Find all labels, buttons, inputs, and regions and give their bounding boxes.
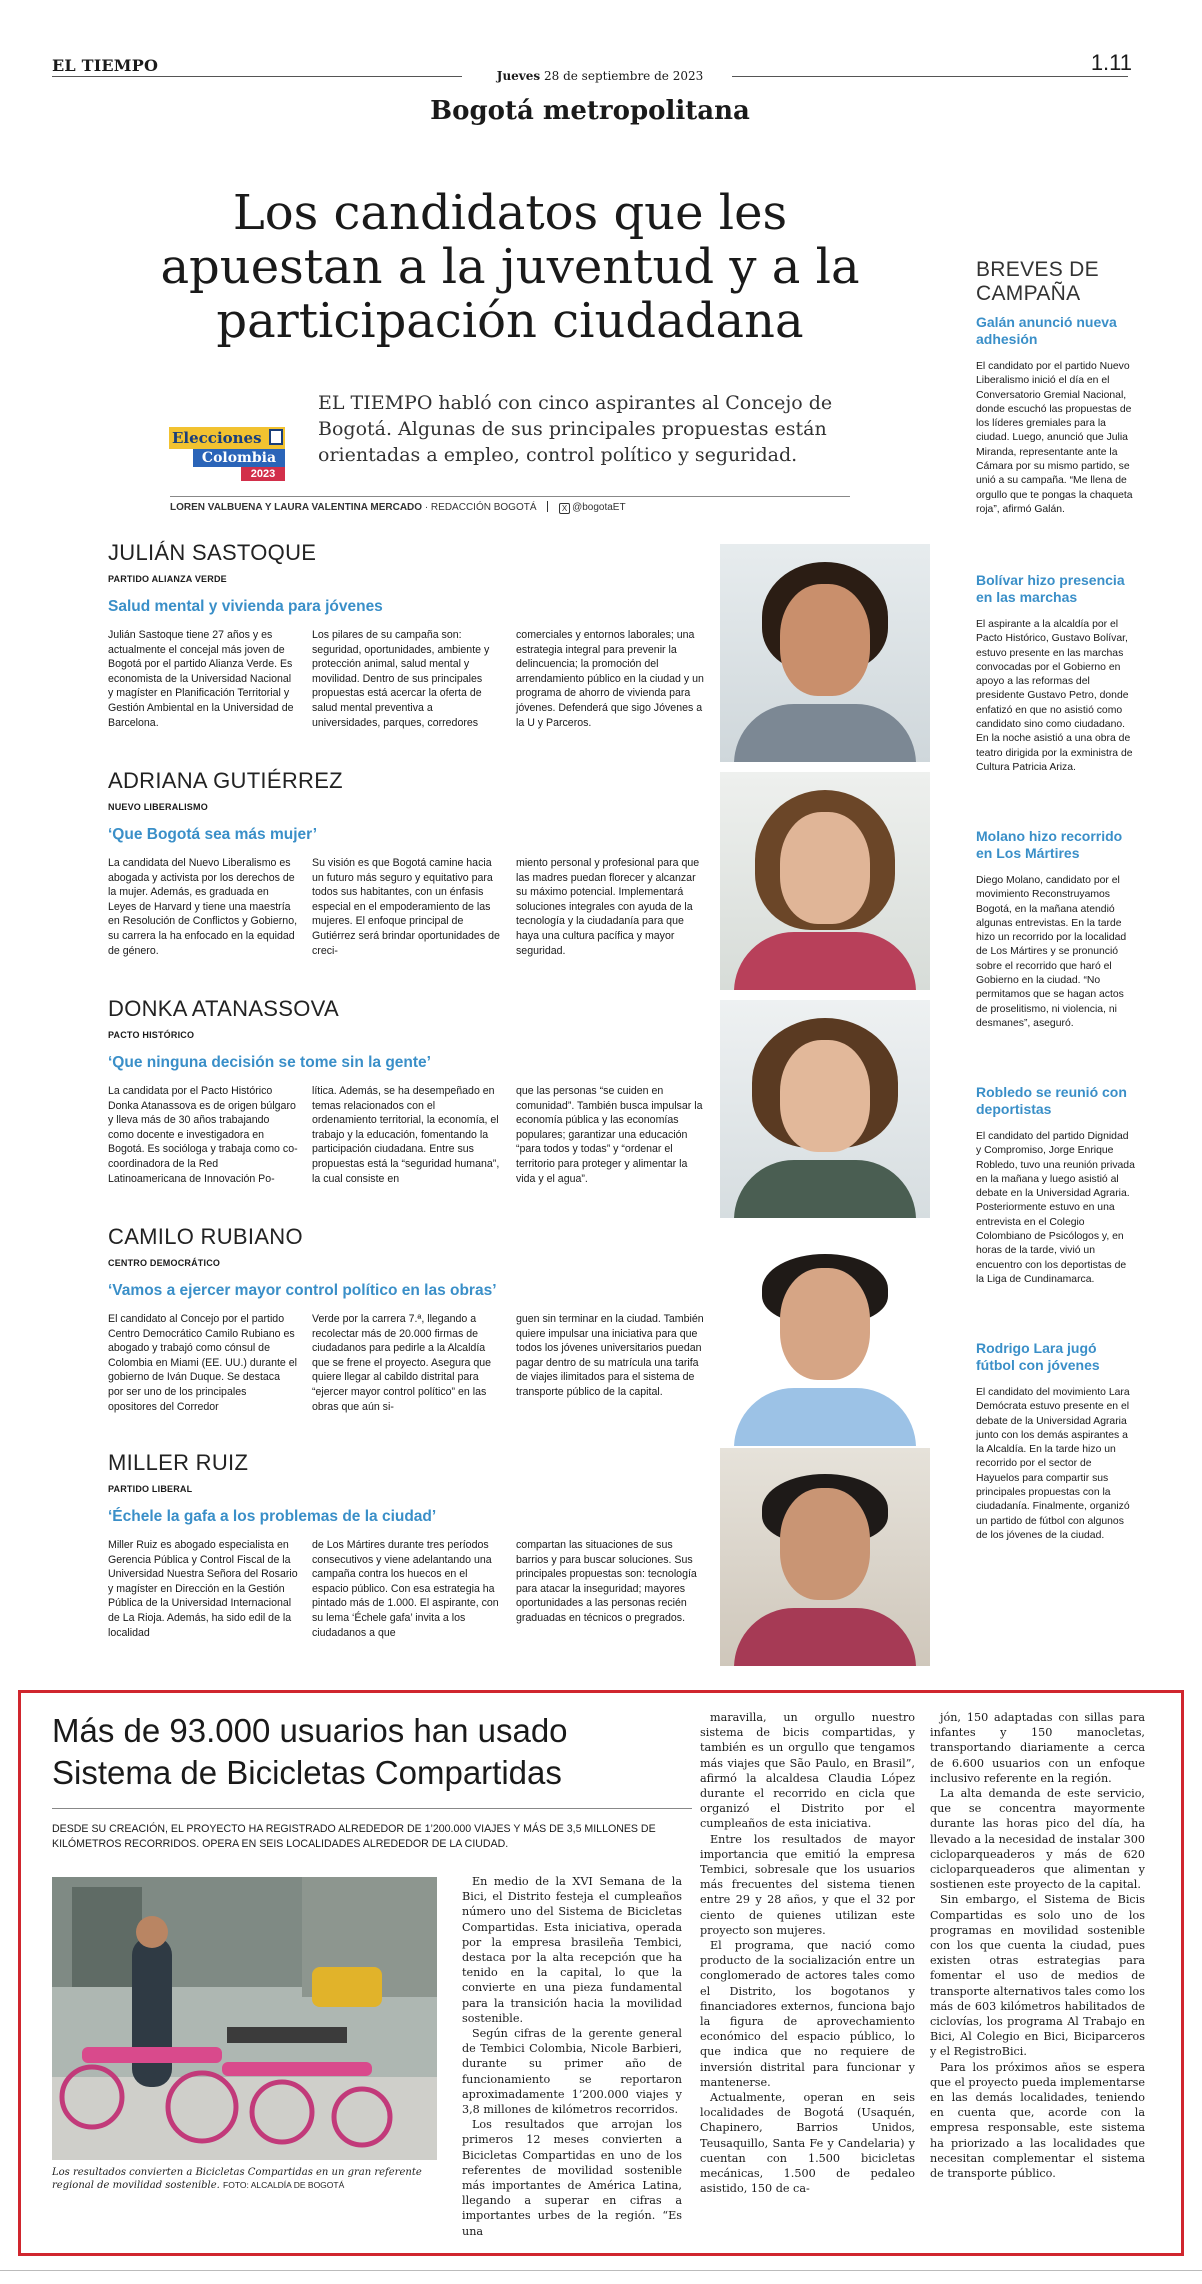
paragraph: jón, 150 adaptadas con sillas para infantes y 150 manocletas, transportando diariamente a cerca de 6.600 usuarios con un enfoque inclusivo referente en la región. <box>930 1711 1145 1785</box>
sidebar-item-title: Galán anunció nueva adhesión <box>976 314 1117 347</box>
logo-line-2: Colombia <box>193 449 285 467</box>
candidate-name: CAMILO RUBIANO <box>108 1224 303 1249</box>
bike-station-photo <box>52 1877 437 2160</box>
candidate-text-col: Los pilares de su campaña son: seguridad, oportunidades, ambiente y protección animal, salud mental y movilidad. Dentro de sus principales propuestas está acercar la oferta de salud mental preventiva a universidades, parques, corredores <box>312 629 490 729</box>
bike-article-headline: Más de 93.000 usuarios han usado Sistema de Bicicletas Compartidas <box>52 1712 568 1791</box>
main-headline: Los candidatos que les apuestan a la juventud y a la participación ciudadana <box>160 185 860 349</box>
x-social-icon: X <box>559 503 570 514</box>
bike-article-rule <box>52 1808 692 1809</box>
paragraph: Actualmente, operan en seis localidades de Bogotá (Usaquén, Chapinero, Barrios Unidos, Teusaquillo, Santa Fe y Candelaria) y cuentan con 1.500 bicicletas mecánicas, 1.500 de pedaleo asistido, 150 de ca- <box>700 2091 915 2196</box>
candidate-text-col: que las personas “se cuiden en comunidad”. También busca impulsar la economía pública y las economías populares; garantizar una educación “para todos y todas” y “ordenar el territorio para proteger y alimentar la vida y el agua”. <box>516 1085 703 1185</box>
sidebar-item <box>976 1084 1136 1287</box>
byline-desk: · REDACCIÓN BOGOTÁ <box>422 502 537 513</box>
sidebar-item-body: Diego Molano, candidato por el movimiento Reconstruyamos Bogotá, en la mañana atendió algunas entrevistas. En la tarde hizo un recorrido por la localidad de Los Mártires y se pronunció sobre el recorrido que haró el Gobierno en la ciudad. “No permitamos que se hagan actos de proselitismo, ni violencia, ni desmanes”, aseguró. <box>976 875 1127 1029</box>
candidate-text-col: guen sin terminar en la ciudad. También quiere impulsar una iniciativa para que todos los jóvenes universitarios puedan pagar dentro de su matrícula una tarifa de viajes ilimitados para el sistema de transporte público de la capital. <box>516 1313 704 1398</box>
candidate-block <box>108 996 708 1186</box>
paragraph: En medio de la XVI Semana de la Bici, el Distrito festeja el cumpleaños número uno del Sistema de Bicicletas Compartidas. Esta iniciativa, operada por la empresa brasileña Tembici, destaca por la alta recepción que ha tenido en la capital, lo que la convierte en una pieza fundamental para la transición hacia la movilidad sostenible. <box>462 1875 682 2025</box>
candidate-text-col: La candidata por el Pacto Histórico Donka Atanassova es de origen búlgaro y lleva más de 30 años trabajando como docente e investigadora en Bogotá. Es socióloga y trabaja como co-coordinadora de la Red Latinoamericana de Innovación Po- <box>108 1085 298 1185</box>
sidebar-item <box>976 828 1136 1031</box>
candidate-text-col: La candidata del Nuevo Liberalismo es abogada y activista por los derechos de la mujer. Además, es graduada en Leyes de Harvard y tiene una maestría en Resolución de Conflictos y Gobierno, su carrera la ha enfocado en la equidad de género. <box>108 857 298 957</box>
candidate-text-col: comerciales y entornos laborales; una estrategia integral para prevenir la delincuencia; la promoción del arrendamiento público en la ciudad y un programa de ahorro de vivienda para jóvenes. Defenderá que sigo Jóvenes a la U y Parceros. <box>516 629 704 729</box>
candidate-text-col: compartan las situaciones de sus barrios y para buscar soluciones. Sus principales propuestas son: tecnología para atacar la inseguridad; mayores oportunidades a las personas recién graduadas en técnicos o pregrados. <box>516 1539 697 1624</box>
bike-article-col-1 <box>462 1874 682 2239</box>
paragraph: Sin embargo, el Sistema de Bicis Compartidas es solo uno de los programas en movilidad sostenible con los que cuenta la ciudad, pues existen otras estrategias para fomentar el uso de medios de transporte alternativos tales como los más de 603 kilómetros habilitados de ciclovías, los programa Al Trabajo en Bici, Al Colegio en Bici, Biciparceros y el RegistroBici. <box>930 1893 1146 2059</box>
candidate-quote: ‘Échele la gafa a los problemas de la ciudad’ <box>108 1508 437 1525</box>
bike-station-illustration <box>52 1877 437 2160</box>
logo-line-1: Elecciones <box>169 427 285 449</box>
bike-article-subhead: DESDE SU CREACIÓN, EL PROYECTO HA REGISTRADO ALREDEDOR DE 1’200.000 VIAJES Y MÁS DE 3,5 MILLONES DE KILÓMETROS RECORRIDOS. OPERA EN SEIS LOCALIDADES ALREDEDOR DE LA CIUDAD. <box>52 1823 656 1850</box>
paragraph: Para los próximos años se espera que el proyecto pueda implementarse en las demás localidades, teniendo en cuenta que, acorde con la empresa responsable, este sistema ha priorizado a las localidades que necesitan complementar el sistema de transporte público. <box>930 2060 1145 2181</box>
issue-date-rest: 28 de septiembre de 2023 <box>544 69 704 83</box>
candidate-photo <box>720 544 930 762</box>
caption-text: Los resultados convierten a Bicicletas Compartidas en un gran referente regional de movilidad sostenible. <box>52 2167 422 2191</box>
candidate-name: ADRIANA GUTIÉRREZ <box>108 768 343 793</box>
main-deck: EL TIEMPO habló con cinco aspirantes al Concejo de Bogotá. Algunas de sus principales propuestas están orientadas a empleo, control político y seguridad. <box>318 392 833 466</box>
candidate-party: CENTRO DEMOCRÁTICO <box>108 1258 221 1268</box>
candidate-name: JULIÁN SASTOQUE <box>108 540 317 565</box>
sidebar-item-body: El candidato del partido Dignidad y Compromiso, Jorge Enrique Robledo, tuvo una reunión privada en la mañana y luego asistió al debate en la Universidad Agraria. Posteriormente estuvo en una entrevista en el Colegio Colombiano de Psicólogos y, en horas de la tarde, vivió un encuentro con los deportistas de la Liga de Cundinamarca. <box>976 1131 1135 1285</box>
candidate-photo <box>720 1000 930 1218</box>
candidate-text-col: Julián Sastoque tiene 27 años y es actualmente el concejal más joven de Bogotá por el partido Alianza Verde. Es economista de la Universidad Nacional y magíster en Planificación Territorial y Gestión Ambiental en la Universidad de Barcelona. <box>108 629 294 729</box>
candidate-party: PARTIDO LIBERAL <box>108 1484 193 1494</box>
photo-credit: FOTO: ALCALDÍA DE BOGOTÁ <box>223 2180 345 2190</box>
byline-rule <box>170 496 850 497</box>
logo-line-3: 2023 <box>241 467 285 481</box>
sidebar-title: BREVES DE CAMPAÑA <box>976 258 1099 305</box>
x-handle[interactable]: @bogotaET <box>572 502 626 513</box>
candidate-photo <box>720 1448 930 1666</box>
candidate-text-col: Verde por la carrera 7.ª, llegando a recolectar más de 20.000 firmas de ciudadanos para pedirle a la Alcaldía que se frene el proyecto. Asegura que quiere llegar al cabildo distrital para “ejercer mayor control político” en las obras que aún si- <box>312 1313 492 1413</box>
byline <box>170 501 850 514</box>
candidate-text-col: El candidato al Concejo por el partido Centro Democrático Camilo Rubiano es abogado y trabajó como cónsul de Colombia en Miami (EE. UU.) durante el gobierno de Iván Duque. Se destaca por ser uno de los principales opositores del Corredor <box>108 1313 297 1413</box>
page-bottom-rule <box>0 2270 1202 2271</box>
sidebar-item-title: Molano hizo recorrido en Los Mártires <box>976 828 1123 861</box>
sidebar-item-body: El candidato del movimiento Lara Demócrata estuvo presente en el debate de la Universidad Agraria junto con los demás aspirantes a la Alcaldía. En la tarde hizo un recorrido por el sector de Hayuelos para compartir sus principales propuestas con la ciudadanía. Finalmente, organizó un partido de fútbol con algunos de los jóvenes de la ciudad. <box>976 1387 1130 1541</box>
candidate-quote: ‘Que Bogotá sea más mujer’ <box>108 826 318 843</box>
issue-date-day: Jueves <box>496 69 541 83</box>
candidate-photo <box>720 1228 930 1446</box>
candidate-block <box>108 540 708 730</box>
section-title: Bogotá metropolitana <box>430 96 750 126</box>
paragraph: Entre los resultados de mayor importancia que emitió la empresa Tembici, sobresale que los usuarios más frecuentes del sistema tienen entre 29 y 28 años, y que el 32 por ciento de quienes utilizan este proyecto son mujeres. <box>700 1832 915 1937</box>
bike-photo-caption <box>52 2166 437 2192</box>
candidate-text-col: lítica. Además, se ha desempeñado en temas relacionados con el ordenamiento territorial, la economía, el trabajo y la educación, fomentando la participación ciudadana. Entre sus propuestas está la “seguridad humana”, la cual consiste en <box>312 1085 500 1185</box>
candidate-party: PARTIDO ALIANZA VERDE <box>108 574 227 584</box>
bike-article-col-3 <box>930 1710 1145 2181</box>
candidate-block <box>108 1450 708 1640</box>
candidate-text-col: miento personal y profesional para que las madres puedan florecer y alcanzar su máximo potencial. Implementará soluciones integrales con ayuda de la tecnología y la ciudadanía para que haya una cultura pacífica y mayor seguridad. <box>516 857 700 957</box>
issue-date <box>470 69 730 83</box>
candidate-name: MILLER RUIZ <box>108 1450 249 1475</box>
page-number: 1.11 <box>1090 50 1132 75</box>
ballot-icon <box>269 429 283 445</box>
candidate-party: PACTO HISTÓRICO <box>108 1030 195 1040</box>
sidebar-item-title: Rodrigo Lara jugó fútbol con jóvenes <box>976 1340 1100 1373</box>
byline-authors: LOREN VALBUENA Y LAURA VALENTINA MERCADO <box>170 502 423 513</box>
sidebar-item <box>976 572 1136 775</box>
candidate-name: DONKA ATANASSOVA <box>108 996 339 1021</box>
paragraph: Según cifras de la gerente general de Tembici Colombia, Nicole Barbieri, durante su primer año de funcionamiento se reportaron aproximadamente 1’200.000 viajes y 3,8 millones de kilómetros recorridos. <box>462 2027 682 2117</box>
brand-logo: EL TIEMPO <box>52 56 159 75</box>
candidate-quote: ‘Vamos a ejercer mayor control político en las obras’ <box>108 1282 497 1299</box>
paragraph: La alta demanda de este servicio, que se concentra mayormente durante las horas pico del día, ha llevado a la necesidad de instalar 300 cicloparqueaderos y más de 620 cicloparqueaderos que alimentan y sostienen este proyecto de la capital. <box>930 1787 1145 1892</box>
paragraph: El programa, que nació como producto de la socialización entre un conglomerado de actores tales como el Distrito, los bogotanos y financiadores externos, funciona bajo la figura de aprovechamiento económico del espacio público, lo que indica que no requiere de inversión distrital para funcionar y mantenerse. <box>700 1939 915 2089</box>
sidebar-item <box>976 314 1136 517</box>
sidebar-item <box>976 1340 1136 1543</box>
candidate-party: NUEVO LIBERALISMO <box>108 802 208 812</box>
byline-separator <box>547 501 548 512</box>
candidate-quote: Salud mental y vivienda para jóvenes <box>108 598 383 615</box>
header-rule-right <box>732 76 1128 77</box>
paragraph: maravilla, un orgullo nuestro sistema de bicis compartidas, y también es un orgullo que tengamos más viajes que São Paulo, en Brasil”, afirmó la alcaldesa Claudia López durante el recorrido en cicla que organizó el Distrito por el cumpleaños de esta iniciativa. <box>700 1711 915 1831</box>
sidebar-item-title: Robledo se reunió con deportistas <box>976 1084 1127 1117</box>
bike-article-col-2 <box>700 1710 915 2197</box>
header-rule-left <box>52 76 462 77</box>
candidate-text-col: Su visión es que Bogotá camine hacia un futuro más seguro y equitativo para todos sus habitantes, con un énfasis especial en el empoderamiento de las mujeres. El enfoque principal de Gutiérrez será brindar oportunidades de creci- <box>312 857 500 957</box>
candidate-quote: ‘Que ninguna decisión se tome sin la gente’ <box>108 1054 431 1071</box>
candidate-block <box>108 768 708 958</box>
sidebar-item-body: El aspirante a la alcaldía por el Pacto Histórico, Gustavo Bolívar, estuvo presente en las marchas convocadas por el Gobierno en apoyo a las reformas del presidente Gustavo Petro, donde enfatizó en que no asistió como candidato sino como ciudadano. En la noche asistió a una obra de teatro dirigida por la exministra de Cultura Patricia Ariza. <box>976 619 1133 773</box>
candidate-block <box>108 1224 708 1414</box>
sidebar-item-title: Bolívar hizo presencia en las marchas <box>976 572 1125 605</box>
candidate-text-col: Miller Ruiz es abogado especialista en Gerencia Pública y Control Fiscal de la Universidad Nuestra Señora del Rosario y magíster en Dirección en la Gestión Pública de la Universidad Internacional de La Rioja. Además, ha sido edil de la localidad <box>108 1539 298 1639</box>
paragraph: Los resultados que arrojan los primeros 12 meses convierten a Bicicletas Compartidas en uno de los referentes de movilidad sostenible más importantes de América Latina, llegando a superar en cifras a importantes urbes de la región. “Es una <box>462 2118 682 2238</box>
sidebar-item-body: El candidato por el partido Nuevo Liberalismo inició el día en el Conversatorio Gremial Nacional, donde escuchó las propuestas de los líderes gremiales para la ciudad. Luego, anunció que Julia Miranda, representante ante la Cámara por su mismo partido, se unió a su campaña. “Me llena de orgullo que te pongas la chaqueta roja”, afirmó Galán. <box>976 361 1133 515</box>
candidate-photo <box>720 772 930 990</box>
elections-logo <box>165 425 285 481</box>
candidate-text-col: de Los Mártires durante tres períodos consecutivos y viene adelantando una campaña contra los huecos en el espacio público. Con esa estrategia ha pintado más de 1.000. El aspirante, con su lema ‘Échele gafa’ invita a los ciudadanos a que <box>312 1539 499 1639</box>
